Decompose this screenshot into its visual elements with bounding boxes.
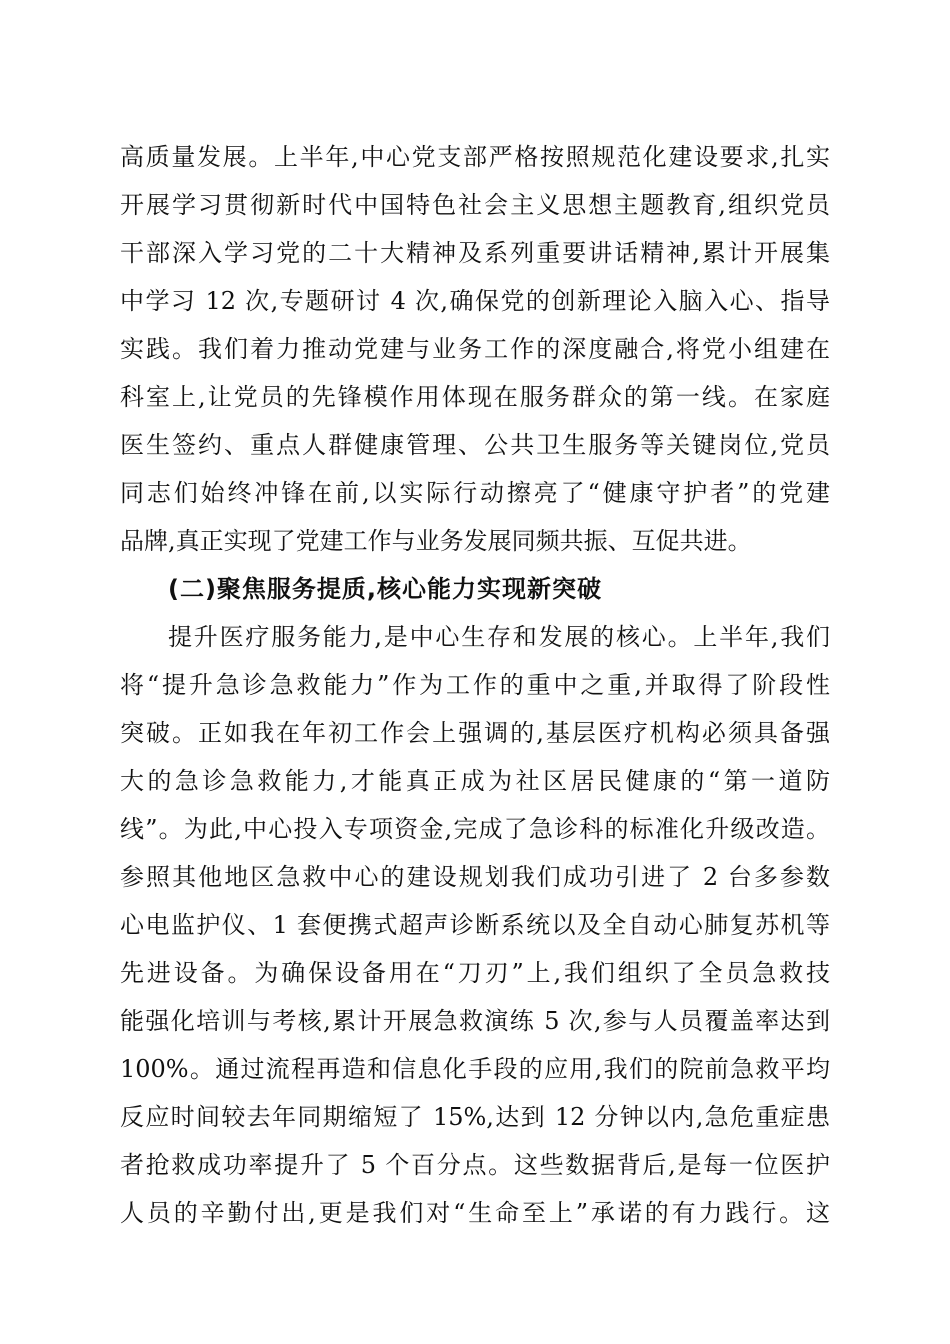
- body-text-line: 线”。为此,中心投入专项资金,完成了急诊科的标准化升级改造。: [120, 815, 830, 843]
- body-text-line: 干部深入学习党的二十大精神及系列重要讲话精神,累计开展集: [120, 239, 830, 267]
- body-text-line: 同志们始终冲锋在前,以实际行动擦亮了“健康守护者”的党建: [120, 479, 830, 507]
- body-text-line: 将“提升急诊急救能力”作为工作的重中之重,并取得了阶段性: [120, 671, 830, 699]
- body-text-line: 科室上,让党员的先锋模作用体现在服务群众的第一线。在家庭: [120, 383, 830, 411]
- body-text-line: 反应时间较去年同期缩短了 15%,达到 12 分钟以内,急危重症患: [120, 1103, 830, 1131]
- body-text-line: 能强化培训与考核,累计开展急救演练 5 次,参与人员覆盖率达到: [120, 1007, 830, 1035]
- body-text-line: 高质量发展。上半年,中心党支部严格按照规范化建设要求,扎实: [120, 143, 830, 171]
- body-text-line: 参照其他地区急救中心的建设规划我们成功引进了 2 台多参数: [120, 863, 830, 891]
- body-text-line: 先进设备。为确保设备用在“刀刃”上,我们组织了全员急救技: [120, 959, 830, 987]
- body-text-line: 突破。正如我在年初工作会上强调的,基层医疗机构必须具备强: [120, 719, 830, 747]
- body-text-line: 开展学习贯彻新时代中国特色社会主义思想主题教育,组织党员: [120, 191, 830, 219]
- body-text-line: 医生签约、重点人群健康管理、公共卫生服务等关键岗位,党员: [120, 431, 830, 459]
- section-heading: (二)聚焦服务提质,核心能力实现新突破: [168, 575, 603, 603]
- body-text-line: 100%。通过流程再造和信息化手段的应用,我们的院前急救平均: [120, 1055, 830, 1083]
- body-text-line: 大的急诊急救能力,才能真正成为社区居民健康的“第一道防: [120, 767, 830, 795]
- body-text-line: 提升医疗服务能力,是中心生存和发展的核心。上半年,我们: [168, 623, 830, 651]
- body-text-line: 品牌,真正实现了党建工作与业务发展同频共振、互促共进。: [120, 527, 752, 555]
- body-text-line: 者抢救成功率提升了 5 个百分点。这些数据背后,是每一位医护: [120, 1151, 830, 1179]
- body-text-line: 中学习 12 次,专题研讨 4 次,确保党的创新理论入脑入心、指导: [120, 287, 830, 315]
- body-text-line: 实践。我们着力推动党建与业务工作的深度融合,将党小组建在: [120, 335, 830, 363]
- body-text-line: 心电监护仪、1 套便携式超声诊断系统以及全自动心肺复苏机等: [120, 911, 830, 939]
- body-text-line: 人员的辛勤付出,更是我们对“生命至上”承诺的有力践行。这: [120, 1199, 830, 1227]
